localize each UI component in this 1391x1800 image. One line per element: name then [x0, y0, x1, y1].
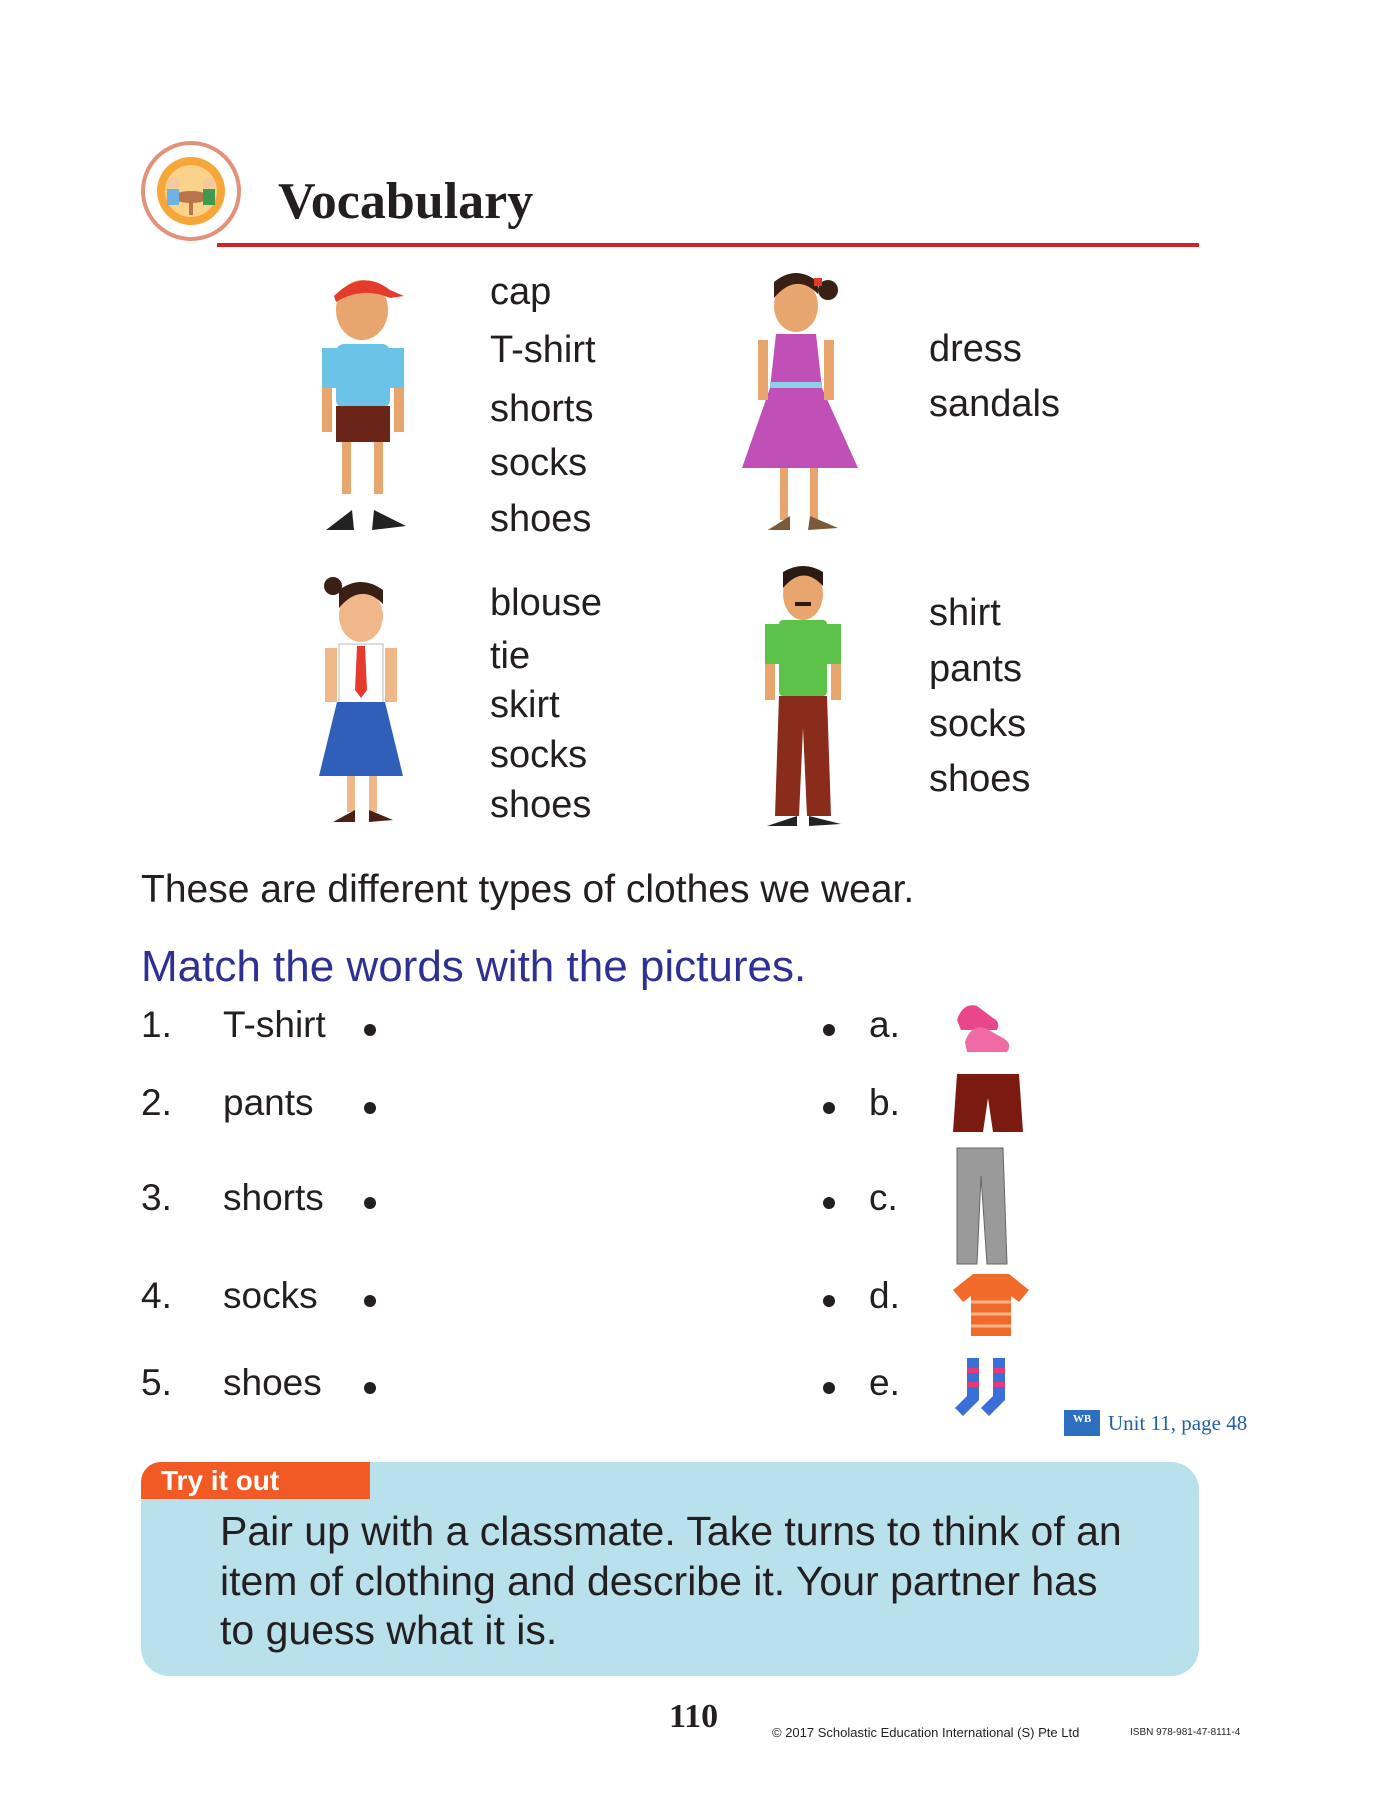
vocab-word: shirt — [929, 592, 1001, 634]
copyright: © 2017 Scholastic Education International (S) Pte Ltd — [772, 1725, 1080, 1740]
schoolgirl-figure — [311, 572, 409, 828]
left-match-dot[interactable] — [364, 1382, 376, 1394]
vocab-word: sandals — [929, 383, 1060, 425]
girl-dress-figure — [738, 268, 864, 538]
man-figure — [757, 558, 849, 828]
item-word: pants — [223, 1082, 314, 1123]
right-match-dot[interactable] — [823, 1102, 835, 1114]
vocab-word: shoes — [490, 784, 592, 826]
item-letter: b. — [869, 1082, 900, 1123]
vocab-word: dress — [929, 328, 1022, 370]
isbn: ISBN 978-981-47-8111-4 — [1130, 1727, 1241, 1738]
boy-figure — [312, 268, 416, 538]
item-letter: e. — [869, 1362, 900, 1403]
right-match-dot[interactable] — [823, 1382, 835, 1394]
item-number: 5. — [141, 1362, 172, 1403]
tshirt-icon — [953, 1272, 1029, 1338]
vocab-word: tie — [490, 635, 531, 677]
left-match-dot[interactable] — [364, 1102, 376, 1114]
try-it-out-text: item of clothing and describe it. Your partner has — [220, 1558, 1098, 1604]
pink-shoes-icon — [953, 996, 1015, 1056]
item-number: 1. — [141, 1004, 172, 1045]
pants-icon — [953, 1146, 1009, 1266]
vocab-word: socks — [929, 703, 1027, 745]
item-number: 2. — [141, 1082, 172, 1123]
item-word: shorts — [223, 1177, 324, 1218]
try-it-out-text: to guess what it is. — [220, 1607, 558, 1653]
vocab-word: socks — [490, 442, 588, 484]
title-underline — [217, 243, 1199, 247]
right-match-dot[interactable] — [823, 1295, 835, 1307]
instruction-heading: Match the words with the pictures. — [141, 942, 807, 991]
item-word: shoes — [223, 1362, 322, 1403]
vocab-word: T-shirt — [490, 329, 596, 371]
try-it-out-label: Try it out — [141, 1462, 370, 1499]
right-match-dot[interactable] — [823, 1024, 835, 1036]
item-number: 3. — [141, 1177, 172, 1218]
left-match-dot[interactable] — [364, 1295, 376, 1307]
page-number: 110 — [669, 1698, 719, 1735]
workbook-reference[interactable]: Unit 11, page 48 — [1108, 1411, 1248, 1435]
page-title: Vocabulary — [278, 173, 534, 230]
vocab-word: shoes — [929, 758, 1031, 800]
item-letter: c. — [869, 1177, 898, 1218]
shorts-icon — [953, 1072, 1023, 1134]
vocab-word: shorts — [490, 388, 594, 430]
vocab-word: blouse — [490, 582, 602, 624]
workbook-icon: WB — [1064, 1410, 1100, 1436]
right-match-dot[interactable] — [823, 1197, 835, 1209]
try-it-out-text: Pair up with a classmate. Take turns to think of an — [220, 1508, 1122, 1554]
left-match-dot[interactable] — [364, 1197, 376, 1209]
vocab-word: skirt — [490, 684, 560, 726]
left-match-dot[interactable] — [364, 1024, 376, 1036]
vocab-word: pants — [929, 648, 1022, 690]
socks-icon — [953, 1356, 1019, 1418]
item-letter: a. — [869, 1004, 900, 1045]
vocab-word: socks — [490, 734, 588, 776]
unit-emblem-icon — [141, 141, 241, 241]
item-word: socks — [223, 1275, 318, 1316]
item-word: T-shirt — [223, 1004, 326, 1045]
item-number: 4. — [141, 1275, 172, 1316]
intro-text: These are different types of clothes we wear. — [141, 868, 915, 911]
vocab-word: cap — [490, 271, 552, 313]
vocab-word: shoes — [490, 498, 592, 540]
item-letter: d. — [869, 1275, 900, 1316]
